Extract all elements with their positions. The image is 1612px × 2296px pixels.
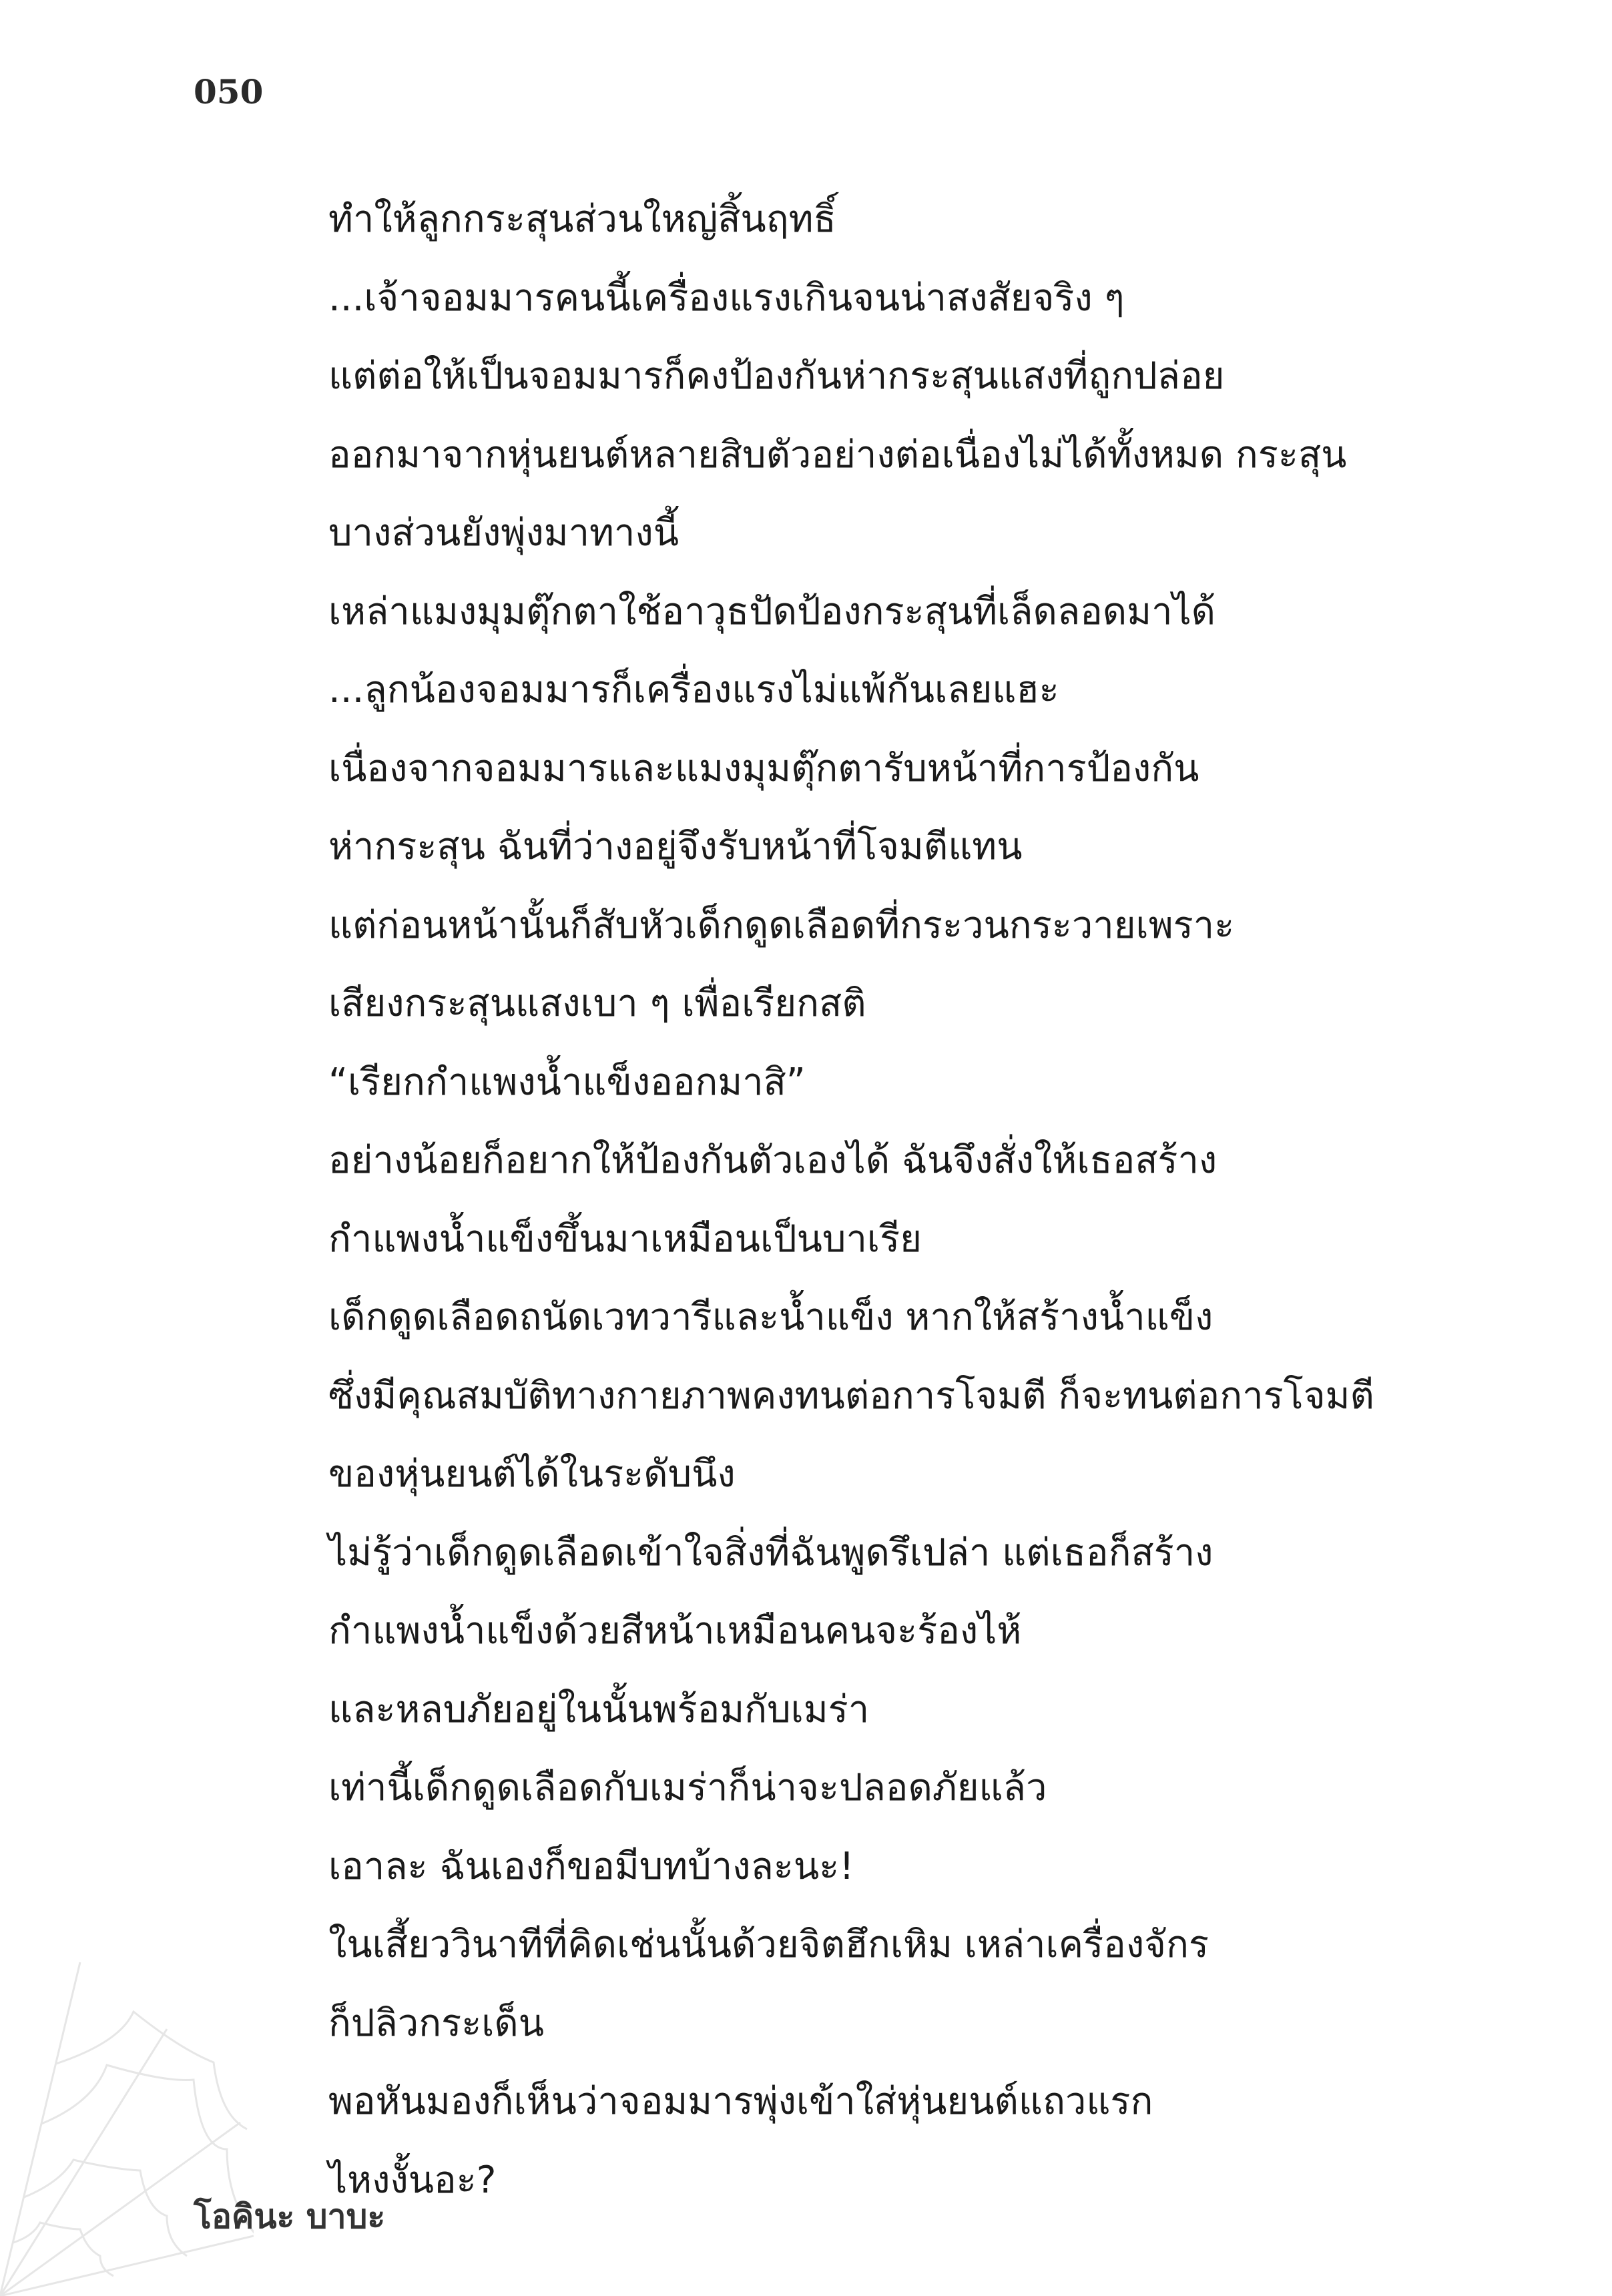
page-number: 050 (194, 72, 264, 111)
text-line: ของหุ่นยนต์ได้ในระดับนึง (328, 1452, 736, 1496)
text-line: เท่านี้เด็กดูดเลือดกับเมร่าก็น่าจะปลอดภัยแล้ว (328, 1766, 1047, 1809)
paragraph (198, 259, 1372, 338)
paragraph (198, 1278, 1372, 1514)
paragraph (198, 573, 1372, 651)
body-text (198, 180, 1372, 2219)
text-line: กำแพงน้ำแข็งด้วยสีหน้าเหมือนคนจะร้องไห้ (328, 1609, 1022, 1653)
text-line: อย่างน้อยก็อยากให้ป้องกันตัวเองได้ ฉันจึงสั่งให้เธอสร้าง (328, 1139, 1218, 1182)
paragraph (198, 1121, 1372, 1278)
text-line: เด็กดูดเลือดถนัดเวทวารีและน้ำแข็ง หากให้สร้างน้ำแข็ง (328, 1296, 1214, 1339)
text-line: แต่ก่อนหน้านั้นก็สับหัวเด็กดูดเลือดที่กระวนกระวายเพราะ (328, 903, 1235, 947)
text-line: ซึ่งมีคุณสมบัติทางกายภาพคงทนต่อการโจมตี ก็จะทนต่อการโจมตี (328, 1374, 1374, 1418)
text-line: แต่ต่อให้เป็นจอมมารก็คงป้องกันห่ากระสุนแสงที่ถูกปล่อย (328, 354, 1225, 398)
text-line: ในเสี้ยววินาทีที่คิดเช่นนั้นด้วยจิตฮึกเหิม เหล่าเครื่องจักร (328, 1923, 1209, 1966)
text-line: พอหันมองก็เห็นว่าจอมมารพุ่งเข้าใส่หุ่นยนต์แถวแรก (328, 2080, 1153, 2123)
paragraph (198, 1671, 1372, 1749)
text-line: ทำให้ลูกกระสุนส่วนใหญ่สิ้นฤทธิ์ (328, 198, 836, 241)
text-line: เหล่าแมงมุมตุ๊กตาใช้อาวุธปัดป้องกระสุนที่เล็ดลอดมาได้ (328, 589, 1216, 633)
text-line: ไหงงั้นอะ? (328, 2158, 497, 2202)
paragraph (198, 337, 1372, 573)
text-line: เนื่องจากจอมมารและแมงมุมตุ๊กตารับหน้าที่การป้องกัน (328, 746, 1199, 790)
paragraph (198, 651, 1372, 730)
paragraph (198, 1043, 1372, 1122)
text-line: ออกมาจากหุ่นยนต์หลายสิบตัวอย่างต่อเนื่องไม่ได้ทั้งหมด กระสุน (328, 433, 1347, 477)
text-line: ห่ากระสุน ฉันที่ว่างอยู่จึงรับหน้าที่โจมตีแทน (328, 825, 1023, 868)
paragraph (198, 730, 1372, 886)
text-line: ...เจ้าจอมมารคนนี้เครื่องแรงเกินจนน่าสงสัยจริง ๆ (328, 276, 1125, 320)
text-line: เสียงกระสุนแสงเบา ๆ เพื่อเรียกสติ (328, 982, 866, 1025)
text-line: กำแพงน้ำแข็งขึ้นมาเหมือนเป็นบาเรีย (328, 1217, 922, 1261)
text-line: ...ลูกน้องจอมมารก็เครื่องแรงไม่แพ้กันเลยแฮะ (328, 668, 1059, 711)
text-line: “เรียกกำแพงน้ำแข็งออกมาสิ” (328, 1060, 806, 1104)
paragraph (198, 1906, 1372, 2062)
text-line: เอาละ ฉันเองก็ขอมีบทบ้างละนะ! (328, 1844, 854, 1888)
paragraph (198, 886, 1372, 1043)
paragraph (198, 1514, 1372, 1671)
paragraph (198, 1749, 1372, 1827)
paragraph (198, 2062, 1372, 2141)
text-line: ก็ปลิวกระเด็น (328, 2001, 545, 2045)
paragraph (198, 180, 1372, 259)
footer-author: โอคินะ บาบะ (194, 2197, 386, 2236)
text-line: บางส่วนยังพุ่งมาทางนี้ (328, 511, 679, 555)
paragraph (198, 1827, 1372, 1906)
text-line: ไม่รู้ว่าเด็กดูดเลือดเข้าใจสิ่งที่ฉันพูดรึเปล่า แต่เธอก็สร้าง (328, 1530, 1214, 1574)
text-line: และหลบภัยอยู่ในนั้นพร้อมกับเมร่า (328, 1687, 870, 1731)
